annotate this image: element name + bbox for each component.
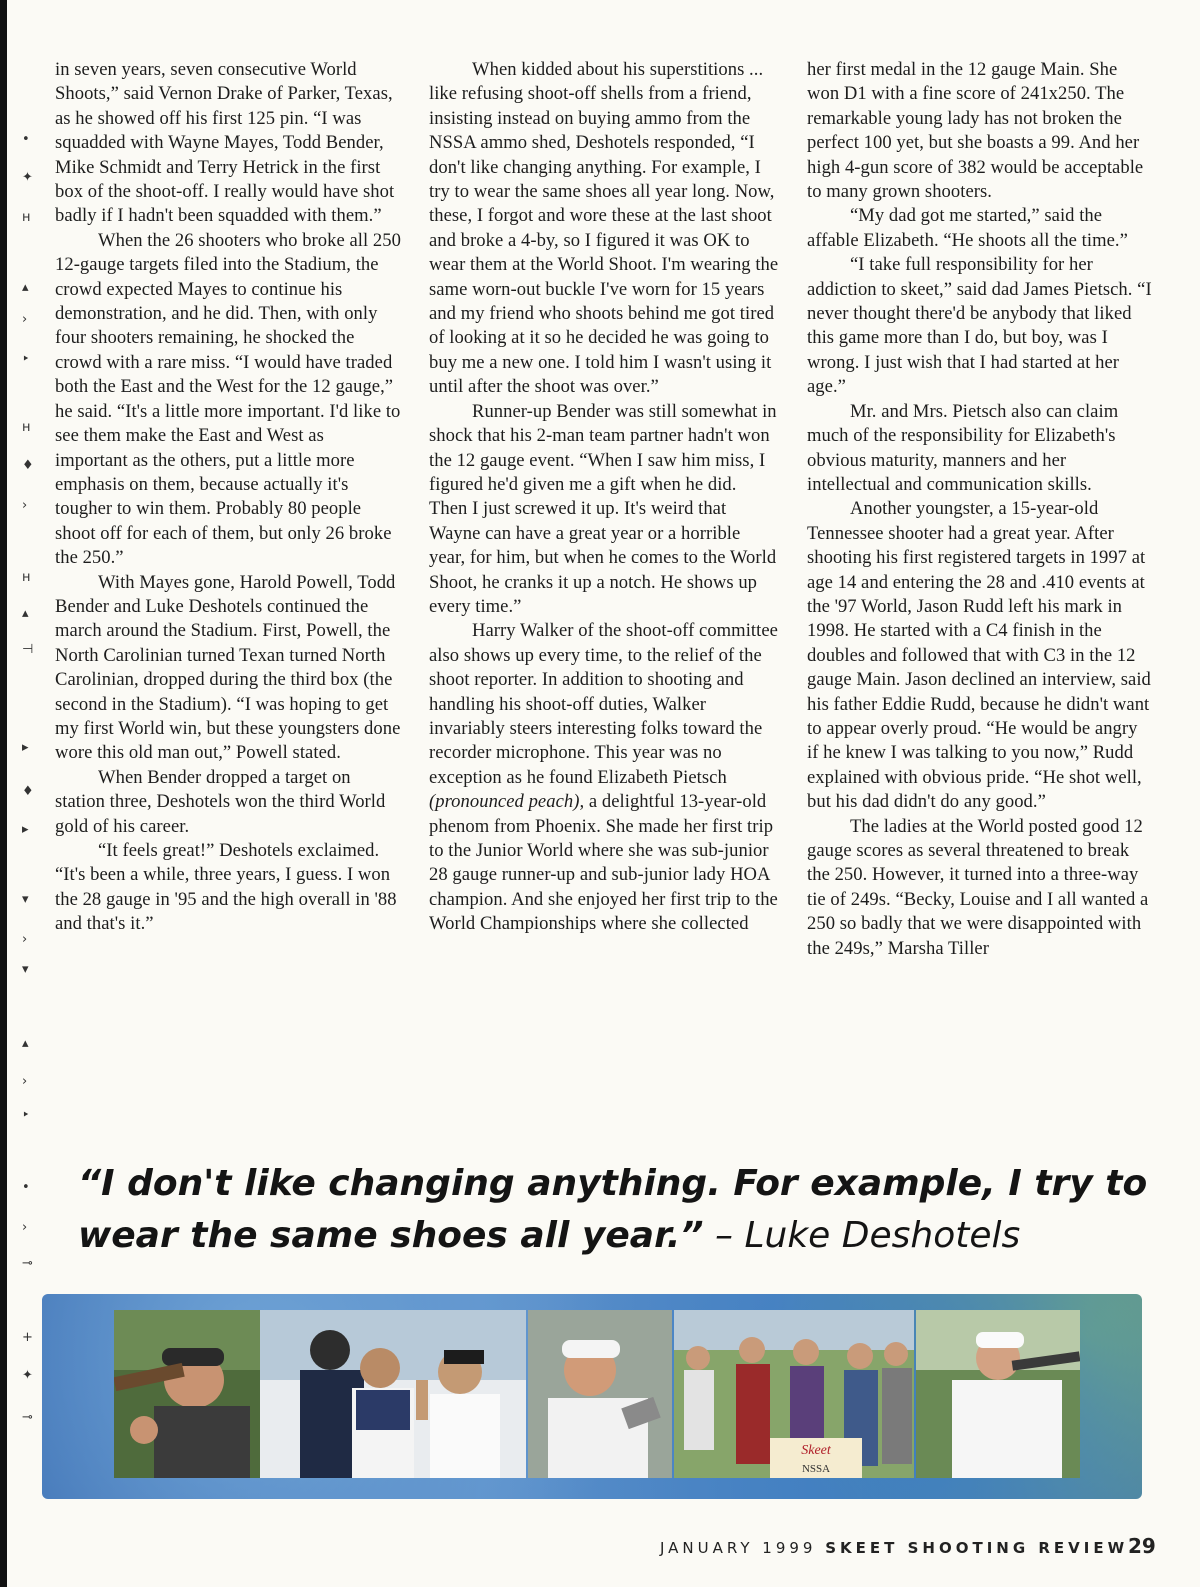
pull-quote-text: “I don't like changing anything. For example, I try to wear the same shoes all year.” — [78, 1163, 1148, 1256]
column-3 — [807, 58, 1153, 1128]
paragraph: Another youngster, a 15-year-old Tennessee shooter had a great year. After shooting his first registered targets in 1997 at age 14 and entering the 28 and .410 events at the '97 World, Jason Rudd left his mark in 1998. He started with a C4 finish in the doubles and followed that with C3 in the 12 gauge Main. Jason declined an interview, said his father Eddie Rudd, because he didn't want to appear overly proud. “He would be angry if he knew I was talking to you now,” Rudd explained with obvious pride. “He shot well, but his dad didn't do any good.” — [807, 498, 1151, 813]
paragraph: With Mayes gone, Harold Powell, Todd Bender and Luke Deshotels continued the march around the Stadium. First, Powell, the North Carolinian turned Texan turned North Carolinian, dropped during the third box (the second in the Stadium). “I was hoping to get my first World win, but these youngsters done wore this old man out,” Powell stated. — [55, 571, 401, 764]
sign-brand: Skeet — [801, 1443, 831, 1458]
paragraph: “My dad got me started,” said the affable Elizabeth. “He shoots all the time.” — [807, 205, 1128, 251]
magazine-name: SKEET SHOOTING REVIEW — [825, 1539, 1129, 1557]
paragraph-text: Harry Walker of the shoot-off committee also shows up every time, to the relief of the shoot reporter. In addition to shooting and handling his shoot-off duties, Walker invariably steers interesting folks toward the recorder microphone. This year was no exception as he found Elizabeth Pietsch — [429, 620, 778, 788]
column-2 — [429, 58, 779, 1128]
column-1 — [55, 58, 401, 1128]
paragraph: When kidded about his superstitions ... like refusing shoot-off shells from a friend, insisting instead on buying ammo from the NSSA ammo shed, Deshotels responded, “I don't like changing anything. For example, I try to wear the same shoes all year long. Now, these, I forgot and wore these at the last shoot and broke a 4-by, so I figured it was OK to wear them at the World Shoot. I'm wearing the same worn-out buckle I've worn for 15 years and my friend who shoots behind me got tired of looking at it so he decided he was going to buy me a new one. I told him I wasn't using it until after the shoot was over.” — [429, 59, 779, 398]
page-footer — [660, 1534, 1160, 1558]
sign-text: NSSA — [801, 1463, 831, 1475]
paragraph: “I take full responsibility for her addiction to skeet,” said dad James Pietsch. “I never thought there'd be anybody that liked this game more than I do, but boy, was I wrong. I just wish that I had started at her age.” — [807, 254, 1152, 398]
issue-date: JANUARY 1999 — [660, 1539, 817, 1557]
page-number: 29 — [1128, 1534, 1156, 1558]
paragraph: When Bender dropped a target on station three, Deshotels won the third World gold of his career. — [55, 766, 386, 837]
paragraph: “It feels great!” Deshotels exclaimed. “It's been a while, three years, I guess. I won the 28 gauge in '95 and the high overall in '88 and that's it.” — [55, 840, 397, 935]
photo-strip — [42, 1294, 1142, 1499]
scan-edge — [0, 0, 7, 1587]
pronunciation-note: (pronounced peach), — [429, 791, 585, 813]
pull-quote — [78, 1158, 1158, 1262]
photo-shooter-aiming — [114, 1310, 260, 1478]
photo-trophy-winner — [528, 1310, 672, 1478]
pull-quote-attribution: – Luke Deshotels — [715, 1215, 1021, 1256]
margin-marks: • ✦ н ▴ › ‣ н ♦ › н ▴ ⊣ ▸ ♦ ▸ ▾ › ▾ ▴ › ‣ • › ⊸ + ✦ ⊸ — [22, 132, 34, 1425]
photo-group-with-sign — [674, 1310, 914, 1478]
photo-shooters-greeting — [260, 1310, 526, 1478]
paragraph: When the 26 shooters who broke all 250 12-gauge targets filed into the Stadium, the crowd expected Mayes to continue his demonstration, and he did. Then, with only four shooters remaining, he shocked the crowd with a rare miss. “I would have traded both the East and the West for the 12 gauge,” he said. “It's a little more important. I'd like to see them make the East and West as important as the others, put a little more emphasis on them, because actually it's tougher to win them. Probably 80 people shoot off for each of them, but only 26 broke the 250.” — [55, 229, 401, 569]
paragraph: Mr. and Mrs. Pietsch also can claim much of the responsibility for Elizabeth's obvious maturity, manners and her intellectual and communication skills. — [807, 400, 1119, 495]
paragraph-text: a delightful 13-year-old phenom from Phoenix. She made her first trip to the Junior World where she was sub-junior 28 gauge runner-up and sub-junior lady HOA champion. And she enjoyed her first trip to the World Championships where she collected — [429, 791, 778, 935]
photo-shooter-firing — [916, 1310, 1080, 1478]
paragraph: The ladies at the World posted good 12 gauge scores as several threatened to break the 250. However, it turned into a three-way tie of 249s. “Becky, Louise and I all wanted a 250 so badly that we were disappointed with the 249s,” Marsha Tiller — [807, 815, 1149, 959]
paragraph: her first medal in the 12 gauge Main. She won D1 with a fine score of 241x250. The remarkable young lady has not broken the perfect 100 yet, but she boasts a 99. And her high 4-gun score of 382 would be acceptable to many grown shooters. — [807, 59, 1144, 203]
article-body — [55, 58, 1152, 1128]
paragraph: Runner-up Bender was still somewhat in shock that his 2-man team partner hadn't won the 12 gauge event. “When I saw him miss, I figured he'd given me a gift when he did. Then I just screwed it up. It's weird that Wayne can have a great year or a horrible year, for him, but when he comes to the World Shoot, he cranks it up a notch. He shows up every time.” — [429, 400, 777, 617]
paragraph: in seven years, seven consecutive World Shoots,” said Vernon Drake of Parker, Texas, as he showed off his first 125 pin. “I was squadded with Wayne Mayes, Todd Bender, Mike Schmidt and Terry Hetrick in the first box of the shoot-off. I really would have shot badly if I hadn't been squadded with them.” — [55, 59, 395, 227]
paragraph — [429, 619, 779, 936]
